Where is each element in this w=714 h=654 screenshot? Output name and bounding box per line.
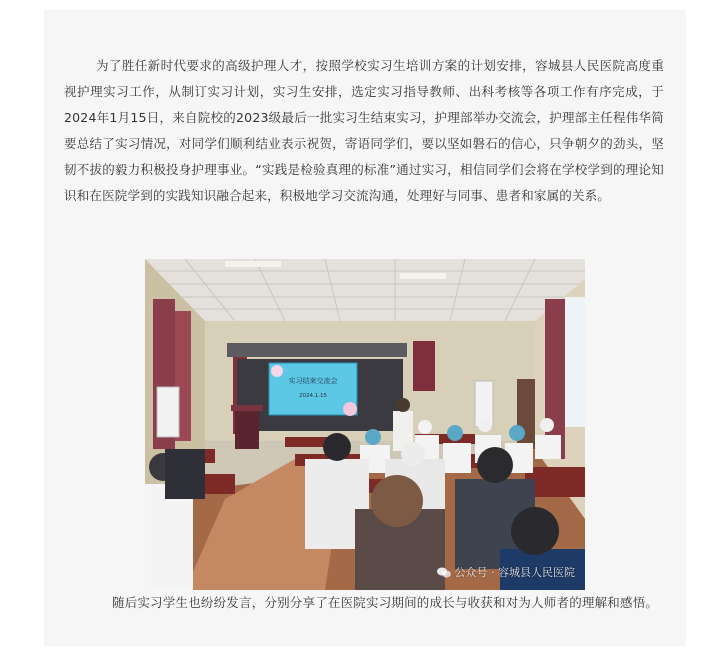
screen-title: 实习结束交流会 <box>288 377 338 385</box>
screen-date: 2024.1.15 <box>299 393 327 399</box>
meeting-photo <box>145 259 585 590</box>
wechat-icon <box>437 567 451 578</box>
article-card <box>44 10 686 646</box>
watermark-text: 公众号 · 容城县人民医院 <box>454 566 575 579</box>
article-paragraph-2: 随后实习学生也纷纷发言，分别分享了在医院实习期间的成长与收获和对为人师者的理解和感悟。 <box>112 595 659 610</box>
article-paragraph-1: 为了胜任新时代要求的高级护理人才，按照学校实习生培训方案的计划安排，容城县人民医院高度重视护理实习工作，从制订实习计划，实习生安排，选定实习指导教师、出科考核等各项工作有序完成，于2024年1月15日，来自院校的2023级最后一批实习生结束实习，护理部举办交流会，护理部主任程伟华简要总结了实习情况，对同学们顺利结业表示祝贺，寄语同学们，要以坚如磐石的信心，只争朝夕的劲头，坚韧不拔的毅力积极投身护理事业。“实践是检验真理的标准”通过实习，相信同学们会将在学校学到的理论知识和在医院学到的实践知识融合起来，积极地学习交流沟通，处理好与同事、患者和家属的关系。 <box>64 58 664 203</box>
photo-watermark <box>437 564 576 580</box>
